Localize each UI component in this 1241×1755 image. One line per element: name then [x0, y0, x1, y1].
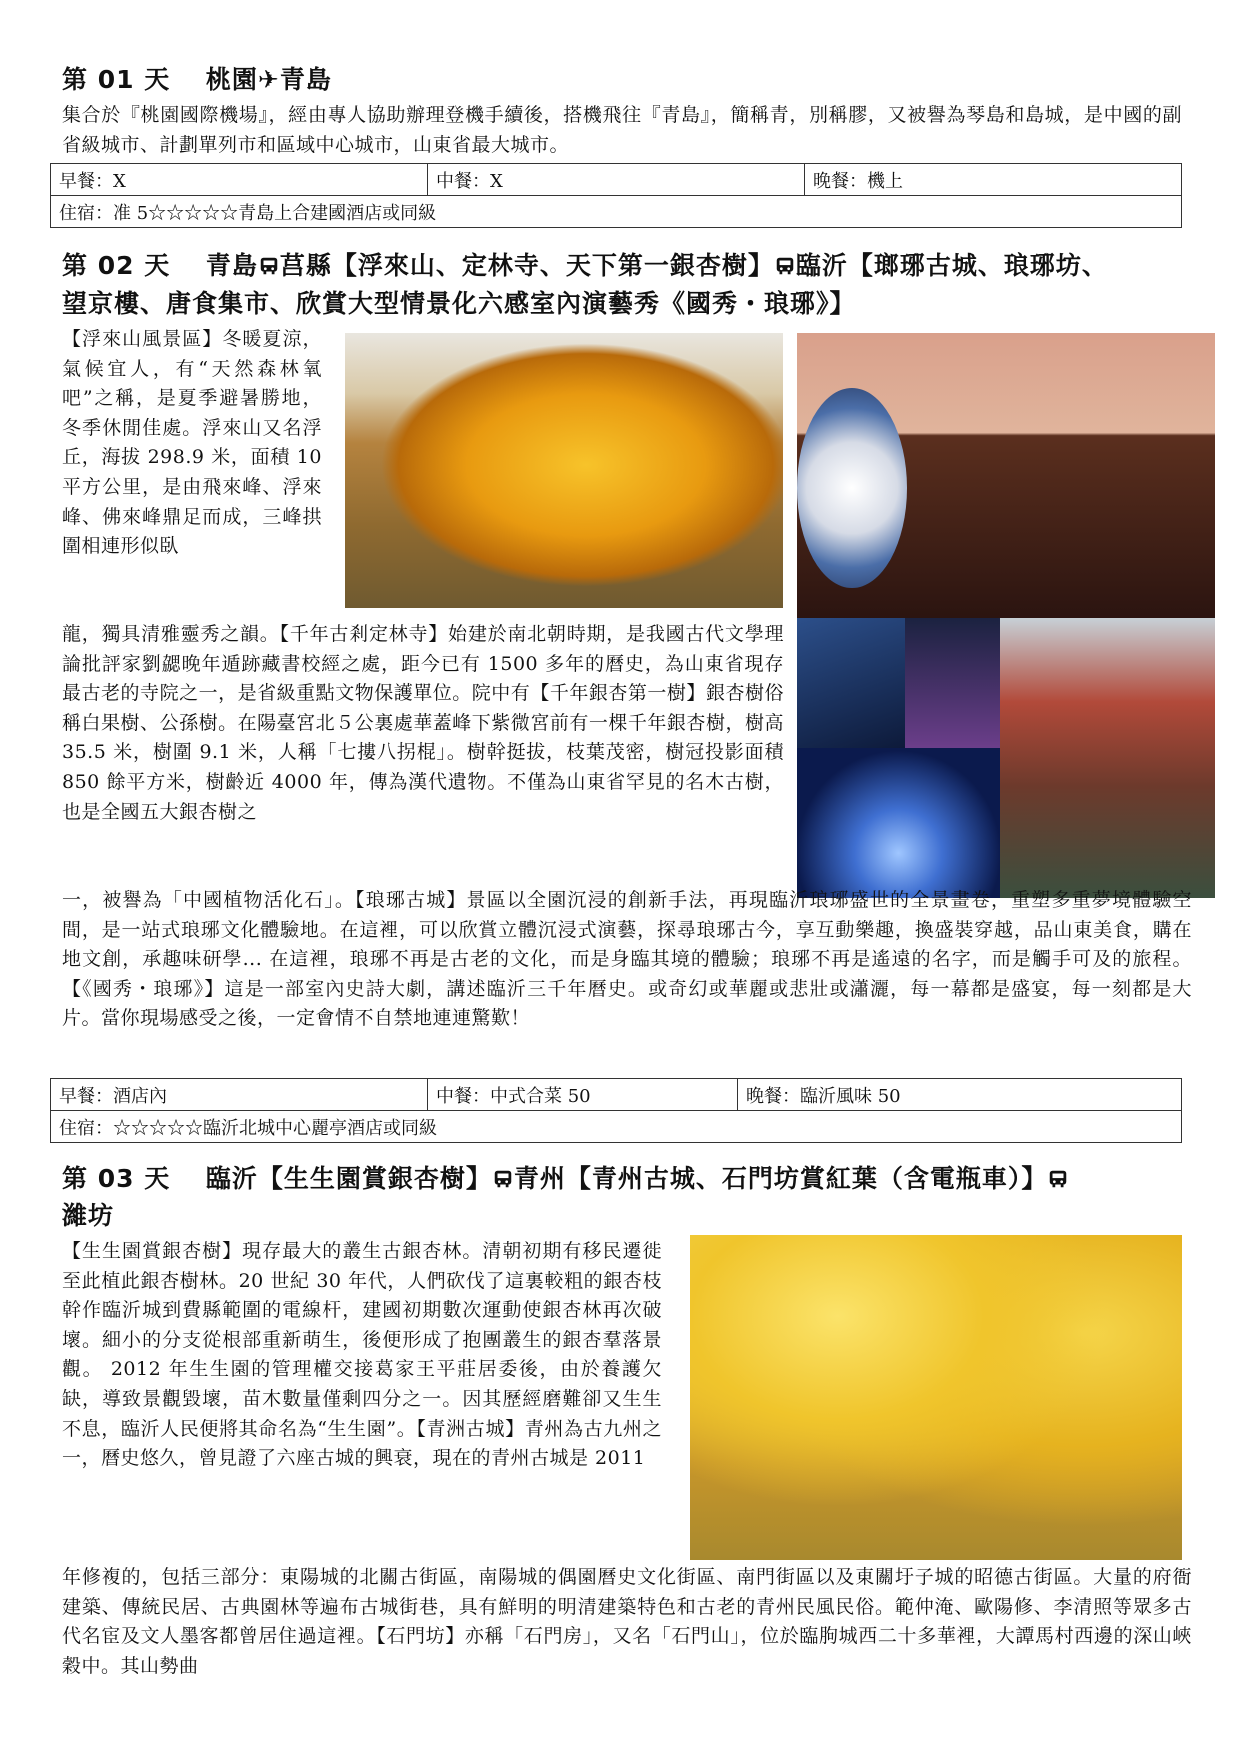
day3-title	[62, 1161, 1202, 1197]
day1-meal-table	[50, 163, 1182, 228]
day3-title-part1: 第 03 天 臨沂【生生園賞銀杏樹】	[62, 1164, 492, 1193]
day1-title: 第 01 天 桃園✈青島	[62, 65, 332, 94]
day1-lunch: 中餐：X	[428, 164, 805, 196]
day1-description: 集合於『桃園國際機場』，經由專人協助辦理登機手續後，搭機飛往『青島』，簡稱青，別稱膠，又被譽為琴島和島城，是中國的副省級城市、計劃單列市和區域中心城市，山東省最大城市。	[62, 104, 1182, 156]
ginkgo-grove-photo	[690, 1235, 1182, 1560]
bus-icon	[774, 255, 796, 277]
day2-hotel: 住宿：☆☆☆☆☆臨沂北城中心麗亭酒店或同級	[51, 1111, 1182, 1143]
day1-breakfast: 早餐：X	[51, 164, 428, 196]
day3-title-part2: 青州【青州古城、石門坊賞紅葉（含電瓶車）】	[513, 1164, 1048, 1193]
bus-icon	[492, 1168, 514, 1190]
day2-dinner: 晚餐：臨沂風味 50	[738, 1079, 1182, 1111]
day2-meal-table	[50, 1078, 1182, 1143]
day2-title-part1: 第 02 天 青島	[62, 251, 258, 280]
day2-title-line2: 望京樓、唐食集市、欣賞大型情景化六感室內演藝秀《國秀・琅琊》】	[62, 289, 856, 318]
day3-title-line2: 濰坊	[62, 1201, 115, 1230]
day2-description-b: 龍，獨具清雅靈秀之韻。【千年古剎定林寺】始建於南北朝時期，是我國古代文學理論批評家劉勰晚年遁跡藏書校經之處，距今已有 1500 多年的曆史，為山東省現存最古老的寺院之一，是省級重點文物保護單位。院中有【千年銀杏第一樹】銀杏樹俗稱白果樹、公孫樹。在陽臺宮北５公裏處華蓋峰下紫微宮前有一棵千年銀杏樹，樹高 35.5 米，樹圍 9.1 米，人稱「七摟八拐棍」。樹幹挺拔，枝葉茂密，樹冠投影面積 850 餘平方米，樹齡近 4000 年，傳為漢代遺物。不僅為山東省罕見的名木古樹，也是全國五大銀杏樹之	[62, 623, 784, 823]
day2-description-c: 一，被譽為「中國植物活化石」。【琅琊古城】景區以全園沉浸的創新手法，再現臨沂琅琊盛世的全景畫卷，重塑多重夢境體驗空間，是一站式琅琊文化體驗地。在這裡，可以欣賞立體沉浸式演藝，探尋琅琊古今，享互動樂趣，換盛裝穿越，品山東美食，購在地文創，承趣味研學... 在這裡，琅琊不再是古老的文化，而是身臨其境的體驗；琅琊不再是遙遠的名字，而是觸手可及的旅程。【《國秀・琅琊》】這是一部室內史詩大劇，講述臨沂三千年曆史。或奇幻或華麗或悲壯或瀟灑，每一幕都是盛宴，每一刻都是大片。當你現場感受之後，一定會情不自禁地連連驚歎！	[62, 889, 1192, 1030]
day2-description-a: 【浮來山風景區】冬暖夏涼，氣候宜人，有“天然森林氧吧”之稱，是夏季避暑勝地，冬季休閒佳處。浮來山又名浮丘，海拔 298.9 米，面積 10 平方公里，是由飛來峰、浮來峰、佛來峰鼎足而成，三峰拱圍相連形似臥	[62, 328, 322, 558]
bus-icon	[1047, 1168, 1069, 1190]
day1-hotel: 住宿：准 5☆☆☆☆☆青島上合建國酒店或同級	[51, 196, 1182, 228]
ginkgo-tree-photo	[345, 333, 783, 608]
day2-title-part3: 臨沂【瑯琊古城、琅琊坊、	[795, 251, 1108, 280]
day2-breakfast: 早餐：酒店內	[51, 1079, 428, 1111]
day2-title	[62, 248, 1192, 284]
day3-description-b: 年修複的，包括三部分：東陽城的北關古街區，南陽城的偶園曆史文化街區、南門街區以及東關圩子城的昭德古街區。大量的府衙建築、傳統民居、古典園林等遍布古城街巷，具有鮮明的明清建築特色和古老的青州民風民俗。範仲淹、歐陽修、李清照等眾多古代名宦及文人墨客都曾居住過這裡。【石門坊】亦稱「石門房」，又名「石門山」，位於臨朐城西二十多華裡，大譚馬村西邊的深山峽穀中。其山勢曲	[62, 1566, 1192, 1677]
langya-collage-photo	[797, 333, 1215, 898]
day2-title-part2: 莒縣【浮來山、定林寺、天下第一銀杏樹】	[279, 251, 774, 280]
day2-lunch: 中餐：中式合菜 50	[428, 1079, 738, 1111]
bus-icon	[258, 255, 280, 277]
day3-description-a: 【生生園賞銀杏樹】現存最大的叢生古銀杏林。清朝初期有移民遷徙至此植此銀杏樹林。20 世紀 30 年代，人們砍伐了這裏較粗的銀杏枝幹作臨沂城到費縣範圍的電線杆，建國初期數次運動使銀杏林再次破壞。細小的分支從根部重新萌生，後便形成了抱團叢生的銀杏羣落景觀。 2012 年生生園的管理權交接葛家王平莊居委後，由於養護欠缺，導致景觀毀壞，苗木數量僅剩四分之一。因其歷經磨難卻又生生不息，臨沂人民便將其命名為“生生園”。【青洲古城】青州為古九州之一，曆史悠久，曾見證了六座古城的興衰，現在的青州古城是 2011	[62, 1240, 662, 1470]
day1-dinner: 晚餐：機上	[805, 164, 1182, 196]
